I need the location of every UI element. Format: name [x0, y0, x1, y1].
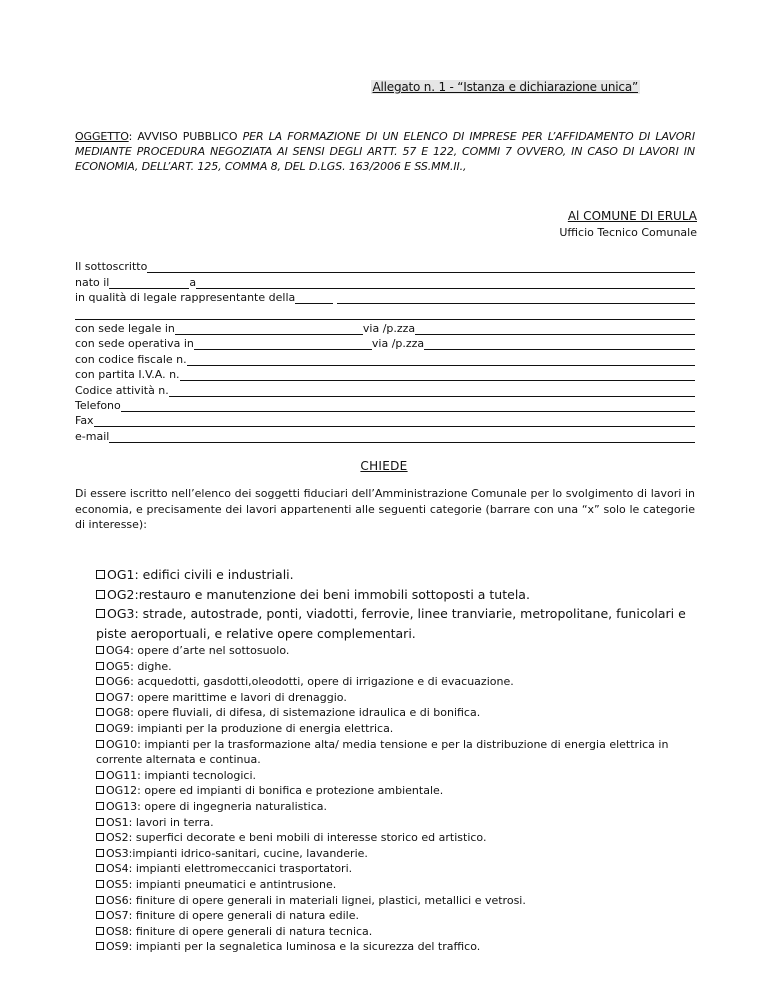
category-item — [96, 659, 696, 675]
checkbox-icon[interactable] — [96, 880, 104, 888]
category-item — [96, 815, 696, 831]
label-sede-legale: con sede legale in — [75, 321, 175, 335]
input-line-luogo-nascita[interactable] — [196, 277, 695, 289]
input-line-ragione-sociale[interactable] — [337, 292, 695, 304]
category-label: OS3:impianti idrico-sanitari, cucine, lavanderie. — [106, 846, 368, 860]
category-item — [96, 768, 696, 784]
field-row-nascita — [75, 273, 695, 288]
subject-paragraph — [75, 129, 695, 174]
label-email: e-mail — [75, 429, 110, 443]
checkbox-icon[interactable] — [96, 724, 104, 732]
category-item — [96, 924, 696, 940]
input-line-forma-giuridica[interactable] — [295, 292, 333, 304]
checkbox-icon[interactable] — [96, 864, 104, 872]
checkbox-icon[interactable] — [96, 662, 104, 670]
checkbox-icon[interactable] — [96, 740, 104, 748]
label-sottoscritto: Il sottoscritto — [75, 260, 148, 274]
checkbox-icon[interactable] — [96, 646, 104, 654]
checkbox-icon[interactable] — [96, 677, 104, 685]
label-qualita: in qualità di legale rappresentante della — [75, 291, 296, 305]
checkbox-icon[interactable] — [96, 802, 104, 810]
category-label: OS2: superfici decorate e beni mobili di interesse storico ed artistico. — [106, 831, 487, 845]
category-item — [96, 939, 696, 955]
field-row-sede-legale — [75, 320, 695, 335]
category-label: OS5: impianti pneumatici e antintrusione. — [106, 877, 337, 891]
category-label: OS9: impianti per la segnaletica luminosa e la sicurezza del traffico. — [106, 940, 481, 954]
category-label: OG9: impianti per la produzione di energia elettrica. — [106, 721, 394, 735]
field-row-partita-iva — [75, 366, 695, 381]
label-luogo: a — [189, 275, 197, 289]
checkbox-icon[interactable] — [96, 590, 105, 599]
category-label: OG12: opere ed impianti di bonifica e protezione ambientale. — [106, 784, 444, 798]
category-label: OG5: dighe. — [106, 659, 172, 673]
category-label: OG11: impianti tecnologici. — [106, 768, 257, 782]
input-line-email[interactable] — [109, 431, 695, 443]
field-row-qualita — [75, 289, 695, 304]
category-label: OS8: finiture di opere generali di natura tecnica. — [106, 924, 373, 938]
category-list — [96, 565, 696, 955]
input-line-sede-operativa[interactable] — [194, 338, 372, 350]
category-label: OG3: strade, autostrade, ponti, viadotti, ferrovie, linee tranviarie, metropolitane, funicolari e piste aeroportuali, e relative opere complementari. — [96, 606, 686, 641]
field-row-telefono — [75, 397, 695, 412]
request-paragraph: Di essere iscritto nell’elenco dei soggetti fiduciari dell’Amministrazione Comunale per lo svolgimento di lavori in economia, e precisamente dei lavori appartenenti alle seguenti categorie (barrare con una “x” solo le categorie di interesse): — [75, 487, 695, 531]
checkbox-icon[interactable] — [96, 609, 105, 618]
field-row-email — [75, 427, 695, 442]
input-line-sottoscritto[interactable] — [147, 261, 695, 273]
checkbox-icon[interactable] — [96, 927, 104, 935]
category-label: OG8: opere fluviali, di difesa, di sistemazione idraulica e di bonifica. — [106, 706, 481, 720]
input-line-codice-attivita[interactable] — [169, 385, 695, 397]
input-line-continuazione[interactable] — [75, 308, 695, 320]
category-label: OG6: acquedotti, gasdotti,oleodotti, opere di irrigazione e di evacuazione. — [106, 675, 514, 689]
category-item — [96, 830, 696, 846]
field-row-sottoscritto — [75, 258, 695, 273]
checkbox-icon[interactable] — [96, 570, 105, 579]
recipient-office: Ufficio Tecnico Comunale — [559, 226, 697, 239]
input-line-via-legale[interactable] — [415, 323, 695, 335]
label-sede-operativa: con sede operativa in — [75, 337, 194, 351]
field-row-continuazione — [75, 304, 695, 319]
input-line-sede-legale[interactable] — [175, 323, 363, 335]
label-telefono: Telefono — [75, 398, 121, 412]
checkbox-icon[interactable] — [96, 693, 104, 701]
checkbox-icon[interactable] — [96, 786, 104, 794]
subject-colon: : — [128, 130, 133, 143]
section-heading-chiede: CHIEDE — [360, 459, 408, 473]
label-nato-il: nato il — [75, 275, 110, 289]
label-fax: Fax — [75, 414, 94, 428]
input-line-codice-fiscale[interactable] — [187, 354, 695, 366]
checkbox-icon[interactable] — [96, 911, 104, 919]
label-via-legale: via /p.zza — [362, 321, 416, 335]
input-line-fax[interactable] — [94, 415, 695, 427]
label-codice-attivita: Codice attività n. — [75, 383, 169, 397]
input-line-partita-iva[interactable] — [180, 369, 695, 381]
category-item — [96, 799, 696, 815]
category-item — [96, 783, 696, 799]
checkbox-icon[interactable] — [96, 849, 104, 857]
attachment-title: Allegato n. 1 - “Istanza e dichiarazione unica” — [372, 80, 638, 94]
category-label: OS4: impianti elettromeccanici trasportatori. — [106, 862, 353, 876]
field-row-codice-attivita — [75, 381, 695, 396]
category-item — [96, 705, 696, 721]
category-label: OG4: opere d’arte nel sottosuolo. — [106, 644, 290, 657]
category-item — [96, 721, 696, 737]
checkbox-icon[interactable] — [96, 896, 104, 904]
category-label: OS7: finiture di opere generali di natura edile. — [106, 909, 359, 923]
field-row-codice-fiscale — [75, 350, 695, 365]
category-item — [96, 585, 696, 605]
category-label: OG2:restauro e manutenzione dei beni immobili sottoposti a tutela. — [107, 586, 530, 602]
category-item — [96, 674, 696, 690]
input-line-data-nascita[interactable] — [109, 277, 189, 289]
checkbox-icon[interactable] — [96, 833, 104, 841]
applicant-fields — [75, 258, 695, 443]
input-line-telefono[interactable] — [121, 400, 695, 412]
category-item — [96, 565, 696, 585]
category-item — [96, 877, 696, 893]
category-item — [96, 643, 696, 659]
category-label: OG10: impianti per la trasformazione alta/ media tensione e per la distribuzione di energia elettrica in corrente alternata e continua. — [96, 737, 669, 767]
checkbox-icon[interactable] — [96, 818, 104, 826]
subject-label: OGGETTO — [75, 130, 129, 143]
recipient-name: Al COMUNE DI ERULA — [567, 209, 697, 223]
category-label: OG1: edifici civili e industriali. — [107, 567, 294, 582]
checkbox-icon[interactable] — [96, 708, 104, 716]
recipient-block — [559, 207, 697, 241]
category-item — [96, 737, 696, 768]
field-row-sede-operativa — [75, 335, 695, 350]
category-item — [96, 690, 696, 706]
category-item — [96, 846, 696, 862]
category-item — [96, 861, 696, 877]
category-item — [96, 908, 696, 924]
label-via-operativa: via /p.zza — [371, 337, 425, 351]
category-label: OS6: finiture di opere generali in materiali lignei, plastici, metallici e vetrosi. — [106, 893, 526, 907]
subject-avviso: AVVISO PUBBLICO — [132, 130, 243, 143]
checkbox-icon[interactable] — [96, 942, 104, 950]
category-label: OG13: opere di ingegneria naturalistica. — [106, 799, 328, 813]
label-codice-fiscale: con codice fiscale n. — [75, 352, 187, 366]
input-line-via-operativa[interactable] — [424, 338, 695, 350]
subject-body: PER LA FORMAZIONE DI UN ELENCO DI IMPRESE PER L’AFFIDAMENTO DI LAVORI MEDIANTE PROCEDURA NEGOZIATA AI SENSI DEGLI ARTT. 57 E 122, COMMI 7 OVVERO, IN CASO DI LAVORI IN ECONOMIA, DELL’ART. 125, COMMA 8, DEL D.LGS. 163/2006 E SS.MM.II., — [75, 130, 695, 173]
field-row-fax — [75, 412, 695, 427]
label-partita-iva: con partita I.V.A. n. — [75, 368, 180, 382]
category-item — [96, 604, 696, 643]
category-label: OG7: opere marittime e lavori di drenaggio. — [106, 690, 347, 704]
checkbox-icon[interactable] — [96, 771, 104, 779]
category-item — [96, 893, 696, 909]
category-label: OS1: lavori in terra. — [106, 815, 214, 829]
